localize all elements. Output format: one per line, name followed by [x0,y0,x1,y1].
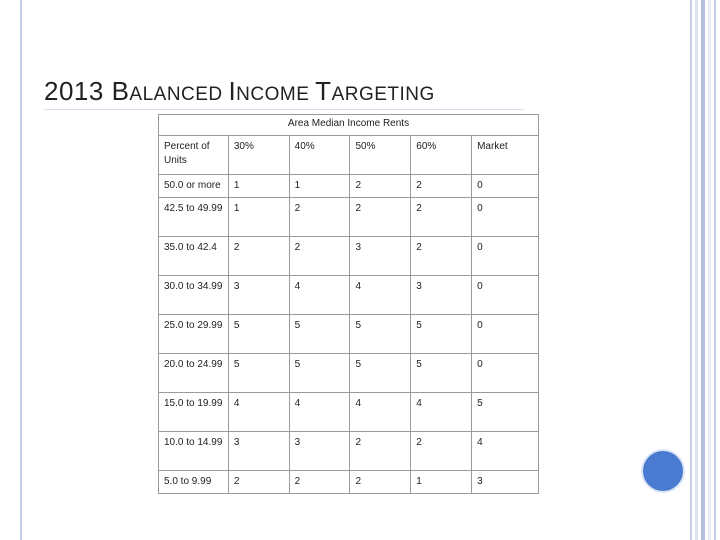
table-cell: 2 [289,198,350,237]
table-cell: 2 [228,237,289,276]
table-cell: 5 [411,315,472,354]
table-cell: 0 [472,237,539,276]
table-cell: 3 [472,471,539,494]
table-cell: 2 [350,175,411,198]
table-cell: 4 [472,432,539,471]
title-part: NCOME [236,84,316,105]
table-cell: 3 [289,432,350,471]
table-caption: Area Median Income Rents [159,115,539,136]
table-cell: 3 [350,237,411,276]
table-cell: 5 [289,354,350,393]
table-cell: 1 [411,471,472,494]
table-row [159,175,539,198]
table-row [159,354,539,393]
table-header-row [159,136,539,175]
row-label-cell: 15.0 to 19.99 [159,393,229,432]
row-label-cell: 35.0 to 42.4 [159,237,229,276]
border-stripe [701,0,705,540]
table-cell: 1 [228,198,289,237]
table-cell: 5 [289,315,350,354]
border-stripe [714,0,716,540]
column-header: 30% [228,136,289,175]
table-caption-row [159,115,539,136]
title-part: I [228,76,237,106]
column-header: Market [472,136,539,175]
table-cell: 3 [228,432,289,471]
table-cell: 2 [228,471,289,494]
table-cell: 5 [350,354,411,393]
table-cell: 4 [411,393,472,432]
table-cell: 5 [350,315,411,354]
table-row [159,393,539,432]
table-cell: 5 [228,354,289,393]
row-label-cell: 42.5 to 49.99 [159,198,229,237]
table-cell: 0 [472,354,539,393]
table-cell: 2 [350,198,411,237]
row-label-cell: 50.0 or more [159,175,229,198]
table-cell: 4 [289,276,350,315]
table-row [159,471,539,494]
table-cell: 2 [350,471,411,494]
table-cell: 0 [472,198,539,237]
table-cell: 2 [411,175,472,198]
table-row [159,237,539,276]
table-cell: 4 [289,393,350,432]
table-cell: 4 [350,393,411,432]
table-cell: 1 [228,175,289,198]
title-divider [44,109,524,110]
table-row [159,315,539,354]
left-border-line [20,0,22,540]
row-label-cell: 5.0 to 9.99 [159,471,229,494]
table-cell: 2 [411,237,472,276]
column-header: 60% [411,136,472,175]
table-cell: 0 [472,315,539,354]
table-cell: 2 [289,237,350,276]
column-header: 50% [350,136,411,175]
column-header: Percent of Units [159,136,229,175]
table-cell: 3 [411,276,472,315]
border-stripe [695,0,698,540]
title-part: ALANCED [129,84,229,105]
table-cell: 5 [472,393,539,432]
table-row [159,432,539,471]
title-part: T [315,76,332,106]
row-label-cell: 10.0 to 14.99 [159,432,229,471]
column-header: 40% [289,136,350,175]
table-cell: 2 [350,432,411,471]
table-cell: 2 [411,432,472,471]
table-row [159,276,539,315]
income-rents-table [158,114,539,494]
table-cell: 5 [411,354,472,393]
table-cell: 0 [472,175,539,198]
right-border-stripes [690,0,720,540]
row-label-cell: 25.0 to 29.99 [159,315,229,354]
table-cell: 3 [228,276,289,315]
table-cell: 4 [228,393,289,432]
table-cell: 2 [289,471,350,494]
table-row [159,198,539,237]
border-stripe [690,0,692,540]
table-cell: 1 [289,175,350,198]
title-part: 2013 B [44,76,130,106]
slide-title [44,76,435,107]
table-cell: 0 [472,276,539,315]
title-part: ARGETING [331,84,435,105]
decorative-circle [641,449,685,493]
table-cell: 4 [350,276,411,315]
row-label-cell: 30.0 to 34.99 [159,276,229,315]
table-cell: 5 [228,315,289,354]
border-stripe [708,0,711,540]
table-cell: 2 [411,198,472,237]
row-label-cell: 20.0 to 24.99 [159,354,229,393]
